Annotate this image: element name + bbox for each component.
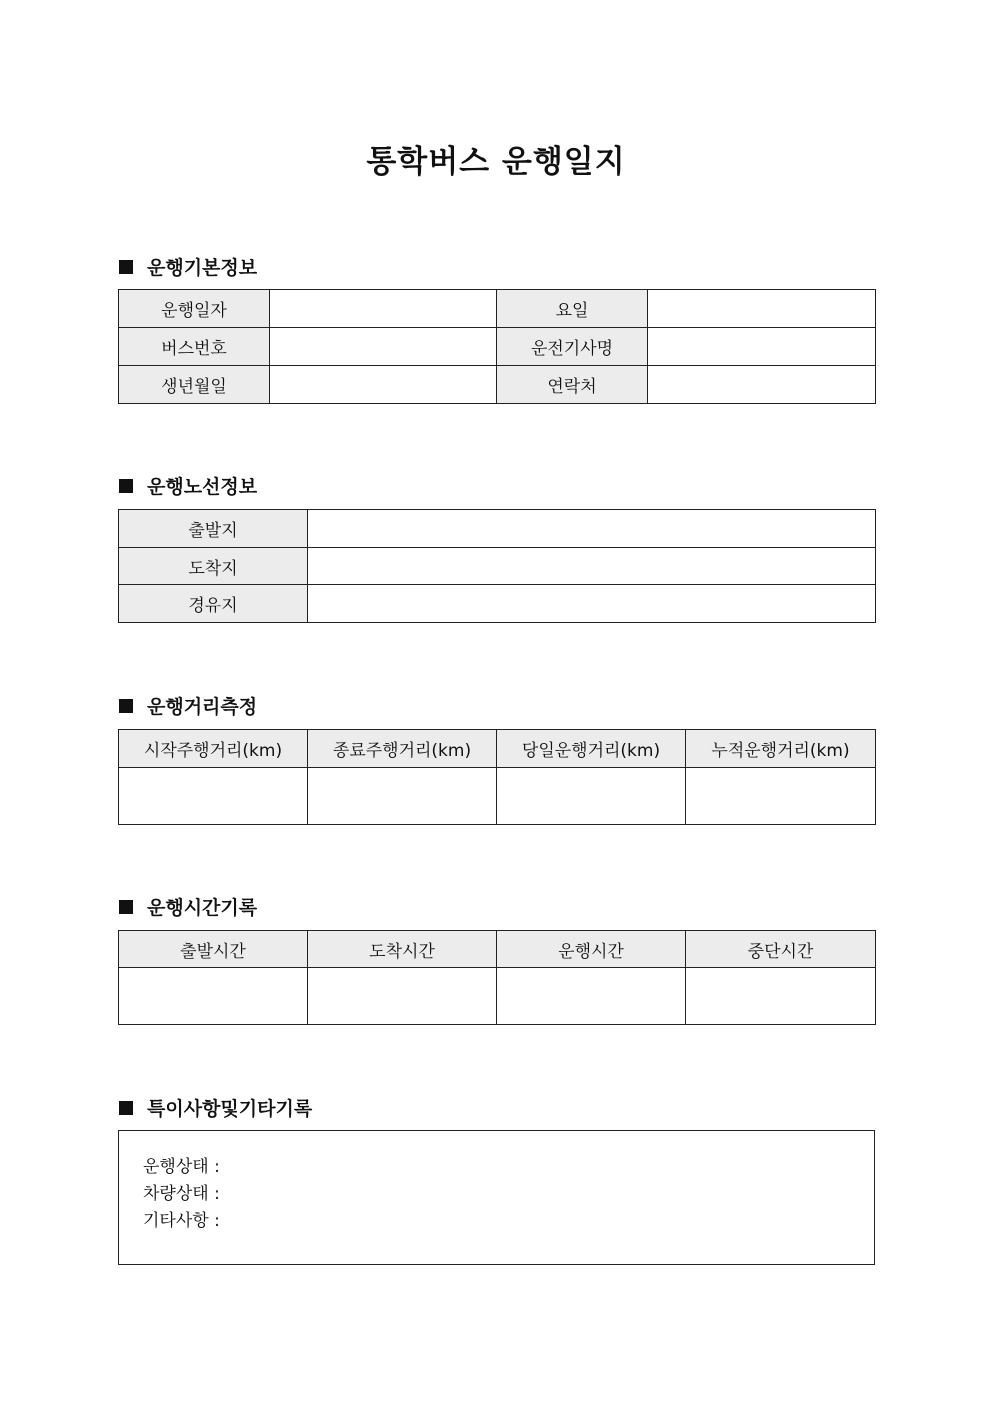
page-title: 통학버스 운행일지 bbox=[366, 144, 626, 180]
field-label: 운전기사명 bbox=[497, 328, 648, 366]
stop-time-field[interactable] bbox=[686, 968, 876, 1025]
end-mileage-field[interactable] bbox=[308, 768, 497, 825]
field-label: 버스번호 bbox=[119, 328, 270, 366]
section-title: 운행노선정보 bbox=[147, 476, 258, 498]
field-label: 경유지 bbox=[119, 585, 308, 623]
column-header: 도착시간 bbox=[308, 931, 497, 968]
cumulative-distance-field[interactable] bbox=[686, 768, 876, 825]
time-table bbox=[118, 930, 876, 1025]
table-header-row bbox=[119, 931, 876, 968]
departure-place-field[interactable] bbox=[308, 510, 876, 548]
operation-date-field[interactable] bbox=[270, 290, 497, 328]
waypoint-field[interactable] bbox=[308, 585, 876, 623]
table-row bbox=[119, 548, 876, 585]
section-heading-time bbox=[119, 893, 257, 920]
field-label: 출발지 bbox=[119, 510, 308, 548]
contact-field[interactable] bbox=[648, 366, 876, 404]
operation-time-field[interactable] bbox=[497, 968, 686, 1025]
table-row bbox=[119, 768, 876, 825]
field-label: 운행일자 bbox=[119, 290, 270, 328]
column-header: 당일운행거리(km) bbox=[497, 730, 686, 768]
column-header: 중단시간 bbox=[686, 931, 876, 968]
column-header: 운행시간 bbox=[497, 931, 686, 968]
column-header: 누적운행거리(km) bbox=[686, 730, 876, 768]
basic-info-table bbox=[118, 289, 876, 404]
driver-name-field[interactable] bbox=[648, 328, 876, 366]
field-label: 생년월일 bbox=[119, 366, 270, 404]
daily-distance-field[interactable] bbox=[497, 768, 686, 825]
start-mileage-field[interactable] bbox=[119, 768, 308, 825]
square-bullet-icon bbox=[119, 479, 133, 493]
table-row bbox=[119, 585, 876, 623]
section-title: 운행거리측정 bbox=[147, 696, 258, 718]
column-header: 종료주행거리(km) bbox=[308, 730, 497, 768]
birthdate-field[interactable] bbox=[270, 366, 497, 404]
arrival-time-field[interactable] bbox=[308, 968, 497, 1025]
section-title: 운행기본정보 bbox=[147, 257, 258, 279]
column-header: 출발시간 bbox=[119, 931, 308, 968]
field-label: 요일 bbox=[497, 290, 648, 328]
field-label: 도착지 bbox=[119, 548, 308, 585]
table-row bbox=[119, 290, 876, 328]
route-info-table bbox=[118, 509, 876, 623]
distance-table bbox=[118, 729, 876, 825]
arrival-place-field[interactable] bbox=[308, 548, 876, 585]
section-title: 특이사항및기타기록 bbox=[147, 1098, 313, 1120]
vehicle-status-line: 차량상태 : bbox=[143, 1184, 220, 1204]
square-bullet-icon bbox=[119, 260, 133, 274]
section-title: 운행시간기록 bbox=[147, 897, 258, 919]
table-row bbox=[119, 968, 876, 1025]
table-row bbox=[119, 328, 876, 366]
column-header: 시작주행거리(km) bbox=[119, 730, 308, 768]
bus-number-field[interactable] bbox=[270, 328, 497, 366]
table-header-row bbox=[119, 730, 876, 768]
other-notes-line: 기타사항 : bbox=[143, 1211, 220, 1231]
weekday-field[interactable] bbox=[648, 290, 876, 328]
table-row bbox=[119, 510, 876, 548]
section-heading-notes bbox=[119, 1094, 312, 1121]
section-heading-basic bbox=[119, 253, 257, 280]
square-bullet-icon bbox=[119, 699, 133, 713]
square-bullet-icon bbox=[119, 1101, 133, 1115]
operation-status-line: 운행상태 : bbox=[143, 1157, 220, 1177]
square-bullet-icon bbox=[119, 900, 133, 914]
section-heading-distance bbox=[119, 692, 257, 719]
table-row bbox=[119, 366, 876, 404]
departure-time-field[interactable] bbox=[119, 968, 308, 1025]
field-label: 연락처 bbox=[497, 366, 648, 404]
section-heading-route bbox=[119, 472, 257, 499]
notes-box[interactable] bbox=[118, 1130, 875, 1265]
